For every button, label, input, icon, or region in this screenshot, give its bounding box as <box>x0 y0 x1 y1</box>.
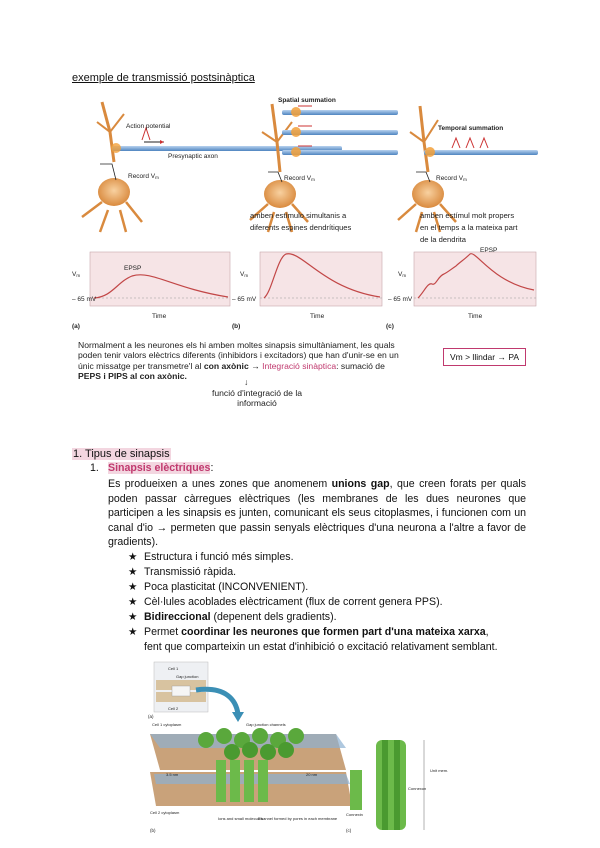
graph-c-label: (c) <box>386 323 394 330</box>
panel-a-presynaptic-label: Presynaptic axon <box>168 153 218 160</box>
star-icon: ★ <box>128 626 138 638</box>
item-number: 1. <box>90 462 99 474</box>
graph-c <box>414 252 536 306</box>
panel-c-note-line1: amben estímul molt propers <box>420 211 515 220</box>
gap-label-a: (a) <box>148 714 154 719</box>
panel-b-title: Spatial summation <box>278 97 336 104</box>
graph-a-label: (a) <box>72 323 80 330</box>
panel-c-note-line3: de la dendrita <box>420 235 467 244</box>
graph-b <box>260 252 382 306</box>
panel-a-record-label: Record Vm <box>128 173 159 180</box>
gap-width-left: 3.5 nm <box>166 772 179 777</box>
bullet-2: Transmissió ràpida. <box>144 566 237 578</box>
gap-unit-mem: Unit mem. <box>430 768 449 773</box>
gap-junction-figure <box>146 660 456 840</box>
graph-b-time: Time <box>310 313 325 320</box>
bullet-6-line2: fent que comparteixin un estat d'inhibició o excitació relativament semblant. <box>144 641 498 653</box>
panel-c-record-label: Record Vm <box>436 175 467 182</box>
gap-width-right: 20 nm <box>306 772 318 777</box>
gap-cell2-cytoplasm: Cell 2 cytoplasm <box>150 810 180 815</box>
panel-c-note-line2: en el temps a la mateixa part <box>420 223 518 232</box>
note-arrow-down: ↓ <box>244 377 249 387</box>
graph-b-label: (b) <box>232 323 241 330</box>
integration-note <box>78 340 438 382</box>
graph-b-rest: – 65 mV <box>232 296 257 303</box>
note-line-2: poden tenir valors elèctrics diferents (inhibidors i excitadors) que han d'unir-se en un <box>78 350 399 361</box>
star-icon: ★ <box>128 566 138 578</box>
gap-ions: Ions and small molecules <box>218 816 263 821</box>
gap-connexin: Connexin <box>346 812 363 817</box>
gap-junction-small: Gap junction <box>176 674 199 679</box>
gap-channel-formed: Channel formed by pores in each membrane <box>258 816 338 821</box>
integration-function-note: funció d'integració de la informació <box>211 388 303 409</box>
panel-b-note-line2: diferents espines dendrítiques <box>250 223 352 232</box>
graph-a-time: Time <box>152 313 167 320</box>
star-icon: ★ <box>128 611 138 623</box>
graph-c-time: Time <box>468 313 483 320</box>
electrical-synapse-paragraph: Es produeixen a unes zones que anomenem unions gap, que creen forats per quals poden passar càrregues elèctriques (les membranes de les dues neurones que participen a les sinapsis es junten, comunicant els seus citoplasmes, i funcionen com un canal d'io → permeten que passin senyals elèctriques d'una neurona a l'altre a favor de gradients). <box>108 478 526 549</box>
gap-cell1-cytoplasm: Cell 1 cytoplasm <box>152 722 182 727</box>
item-title: Sinapsis elèctriques: <box>108 462 214 474</box>
section-title: 1. Tipus de sinapsis <box>73 448 170 460</box>
gap-cell1-small: Cell 1 <box>168 666 179 671</box>
gap-cell2-small: Cell 2 <box>168 706 179 711</box>
graph-c-vm: Vm <box>398 271 407 278</box>
figure-heading: exemple de transmissió postsinàptica <box>72 72 255 84</box>
graph-a-epsp: EPSP <box>124 265 142 272</box>
gap-label-c: (c) <box>346 828 352 833</box>
bullet-6: Permet coordinar les neurones que formen part d'una mateixa xarxa, <box>144 626 489 638</box>
graph-a-vm: Vm <box>72 271 81 278</box>
gap-channels: Gap junction channels <box>246 722 286 727</box>
panel-b-note-line1: amben estímulo simultanis a <box>250 211 347 220</box>
bullet-1: Estructura i funció més simples. <box>144 551 294 563</box>
graph-c-rest: – 65 mV <box>388 296 413 303</box>
star-icon: ★ <box>128 551 138 563</box>
bullet-5: Bidireccional (depenent dels gradients). <box>144 611 337 623</box>
panel-b-record-label: Record Vm <box>284 175 315 182</box>
star-icon: ★ <box>128 596 138 608</box>
note-line-3: únic missatge per transmetre'l al con axònic → Integració sinàptica: sumació de <box>78 360 385 371</box>
graph-b-vm: Vm <box>240 271 249 278</box>
note-line-4: PEPS i PIPS al con axònic. <box>78 371 187 382</box>
bullet-4: Cèl·lules acoblades elèctricament (flux de corrent genera PPS). <box>144 596 443 608</box>
note-line-1: Normalment a les neurones els hi amben moltes sinapsis simultàniament, les quals <box>78 340 395 350</box>
panel-c-title: Temporal summation <box>438 125 504 132</box>
gap-connexon: Connexon <box>408 786 427 791</box>
star-icon: ★ <box>128 581 138 593</box>
postsynaptic-figure <box>72 92 542 332</box>
bullet-3: Poca plasticitat (INCONVENIENT). <box>144 581 309 593</box>
graph-c-epsp: EPSP <box>480 247 498 254</box>
gap-label-b: (b) <box>150 828 156 833</box>
threshold-box: Vm > llindar → PA <box>443 348 526 366</box>
graph-a-rest: – 65 mV <box>72 296 97 303</box>
panel-a-action-potential-label: Action potential <box>126 123 171 130</box>
graph-a <box>90 252 230 306</box>
